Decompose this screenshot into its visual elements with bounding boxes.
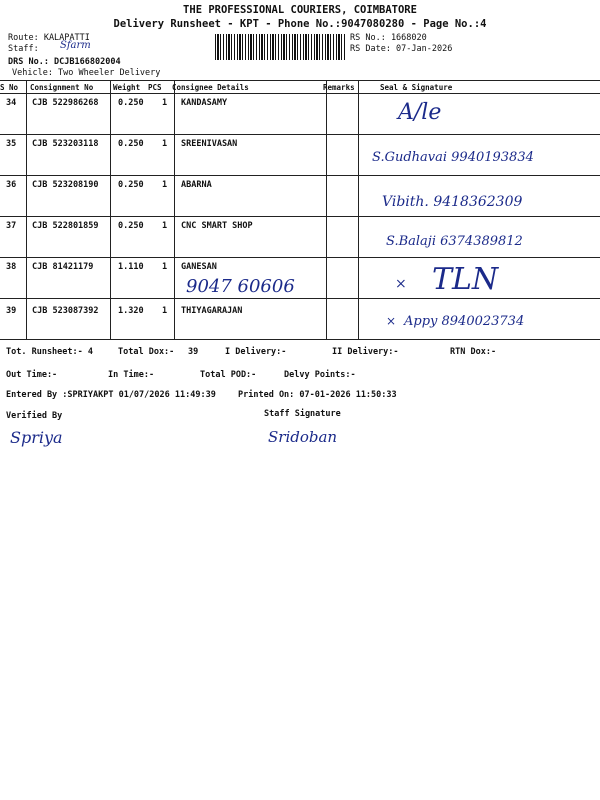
barcode-image (215, 34, 347, 60)
row-signature: Vibith. 9418362309 (382, 194, 523, 210)
row-consignment-no: CJB 522801859 (32, 221, 99, 231)
row-consignment-no: CJB 81421179 (32, 262, 94, 272)
row-sno: 37 (6, 221, 17, 231)
staff-signature-label: Staff Signature (264, 409, 341, 419)
drs-number: DRS No.: DCJB166802004 (8, 57, 121, 67)
cross-mark: × (386, 314, 397, 328)
runsheet-subtitle: Delivery Runsheet - KPT - Phone No.:9047080280 - Page No.:4 (113, 18, 487, 30)
row-weight: 0.250 (118, 139, 144, 149)
col-header-sno: S No (0, 83, 19, 92)
col-header-remarks: Remarks (323, 83, 355, 92)
row-pcs: 1 (162, 306, 168, 316)
row-consignment-no: CJB 523203118 (32, 139, 99, 149)
row-sno: 35 (6, 139, 17, 149)
row-pcs: 1 (162, 262, 168, 272)
row-consignee: KANDASAMY (181, 98, 228, 108)
verified-signature: Spriya (10, 428, 63, 447)
row-sno: 34 (6, 98, 17, 108)
row-consignee: CNC SMART SHOP (181, 221, 253, 231)
ii-delivery: II Delivery:- (332, 347, 399, 357)
rs-date: RS Date: 07-Jan-2026 (350, 44, 453, 54)
col-header-seal-signature: Seal & Signature (380, 83, 453, 92)
staff-label: Staff: (8, 44, 39, 54)
row-divider (0, 257, 600, 258)
table-header-rule (0, 93, 600, 94)
row-consignment-no: CJB 523208190 (32, 180, 99, 190)
row-signature: S.Gudhavai 9940193834 (372, 150, 534, 165)
row-weight: 0.250 (118, 180, 144, 190)
row-weight: 0.250 (118, 98, 144, 108)
total-pod: Total POD:- (200, 370, 257, 380)
row-sno: 38 (6, 262, 17, 272)
row-signature: A/le (398, 100, 442, 125)
col-divider (174, 80, 175, 339)
cross-mark: × (395, 276, 407, 292)
col-header-weight: Weight (113, 83, 141, 92)
staff-handwritten-signature: Sridoban (268, 428, 338, 446)
row-divider (0, 175, 600, 176)
row-consignee: SREENIVASAN (181, 139, 238, 149)
rs-number: RS No.: 1668020 (350, 33, 427, 43)
row-weight: 1.110 (118, 262, 144, 272)
staff-scribble: Sfarm (60, 40, 91, 51)
total-dox-value: 39 (188, 347, 199, 357)
row-sno: 39 (6, 306, 17, 316)
row-weight: 1.320 (118, 306, 144, 316)
vehicle-label: Vehicle: Two Wheeler Delivery (12, 68, 161, 78)
total-dox-label: Total Dox:- (118, 347, 175, 357)
row-signature: TLN (432, 262, 499, 297)
tot-runsheet: Tot. Runsheet:- 4 (6, 347, 93, 357)
company-title: THE PROFESSIONAL COURIERS, COIMBATORE (183, 4, 417, 16)
in-time: In Time:- (108, 370, 155, 380)
row-pcs: 1 (162, 221, 168, 231)
out-time: Out Time:- (6, 370, 58, 380)
table-bottom-rule (0, 339, 600, 340)
row-signature: Appy 8940023734 (404, 314, 525, 329)
row-consignment-no: CJB 523087392 (32, 306, 99, 316)
row-pcs: 1 (162, 98, 168, 108)
col-header-consignment: Consignment No (30, 83, 94, 92)
col-divider (26, 80, 27, 339)
row-consignee: THIYAGARAJAN (181, 306, 243, 316)
row-divider (0, 298, 600, 299)
entered-by: Entered By :SPRIYAKPT 01/07/2026 11:49:39 (6, 390, 216, 400)
row-pcs: 1 (162, 180, 168, 190)
row-divider (0, 216, 600, 217)
table-top-rule (0, 80, 600, 81)
row-consignee: ABARNA (181, 180, 212, 190)
col-divider (326, 80, 327, 339)
row-weight: 0.250 (118, 221, 144, 231)
row-sno: 36 (6, 180, 17, 190)
row-signature: S.Balaji 6374389812 (386, 234, 523, 249)
col-divider (110, 80, 111, 339)
i-delivery: I Delivery:- (225, 347, 287, 357)
col-header-consignee: Consignee Details (172, 83, 249, 92)
delvy-points: Delvy Points:- (284, 370, 356, 380)
col-header-pcs: PCS (148, 83, 162, 92)
row-pcs: 1 (162, 139, 168, 149)
rtn-dox: RTN Dox:- (450, 347, 497, 357)
consignee-phone-note: 9047 60606 (186, 276, 295, 297)
row-consignee: GANESAN (181, 262, 217, 272)
verified-by-label: Verified By (6, 411, 63, 421)
row-divider (0, 134, 600, 135)
row-consignment-no: CJB 522986268 (32, 98, 99, 108)
col-divider (358, 80, 359, 339)
printed-on: Printed On: 07-01-2026 11:50:33 (238, 390, 397, 400)
route-label: Route: KALAPATTI (8, 33, 90, 43)
